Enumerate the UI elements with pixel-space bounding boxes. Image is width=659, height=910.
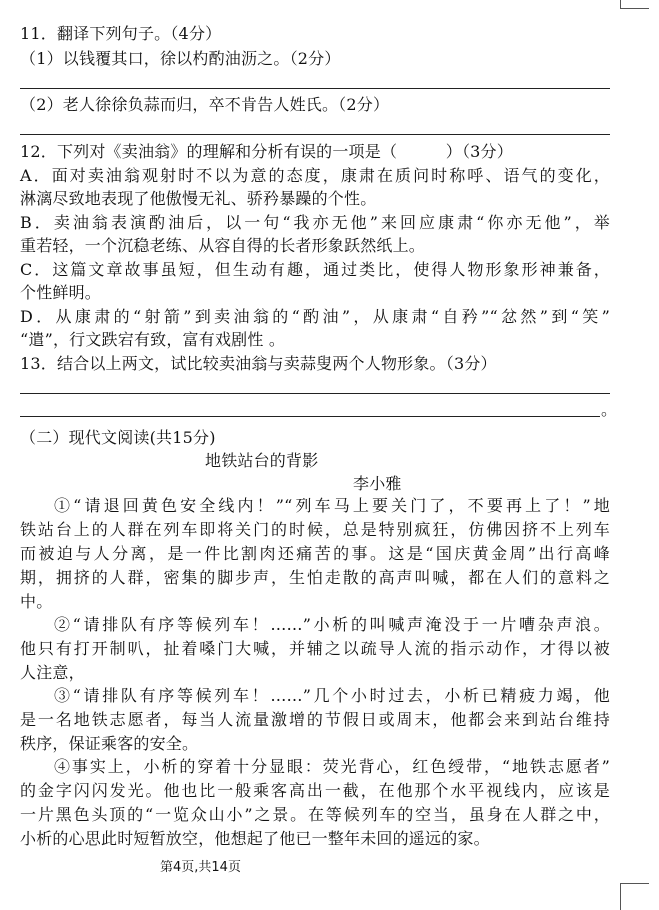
paragraph-4-line-4: 小析的心思此时短暂放空，他想起了他已一整年未回的遥远的家。	[20, 829, 490, 848]
page-number-footer: 第4页,共14页	[160, 860, 241, 875]
paragraph-2-line-1: ②“请排队有序等候列车！……”小析的叫喊声淹没于一片嘈杂声浪。	[54, 615, 610, 634]
paragraph-4-line-1: ④事实上，小析的穿着十分显眼：荧光背心，红色绶带，“地铁志愿者”	[54, 757, 610, 776]
article-author: 李小雅	[353, 474, 402, 493]
answer-line	[20, 88, 610, 89]
crop-mark-bottom-right	[620, 883, 649, 910]
q11-title: 11．翻译下列句子。（4分）	[20, 24, 222, 43]
paragraph-1-line-3: 而被迫与人分离，是一件比割肉还痛苦的事。这是“国庆黄金周”出行高峰	[20, 544, 610, 563]
section-heading: （二）现代文阅读(共15分)	[20, 428, 216, 447]
paragraph-4-line-2: 的金字闪闪发光。他也比一般乘客高出一截，在他那个水平视线内，应该是	[20, 781, 610, 800]
answer-line	[20, 393, 610, 394]
paragraph-2-line-2: 他只有打开制叭，扯着嗓门大喊，并辅之以疏导人流的指示动作，才得以被	[20, 639, 610, 658]
q12-option-d-line-1: D．从康肃的“射箭”到卖油翁的“酌油”，从康肃“自矜”“忿然”到“笑”	[20, 307, 610, 326]
paragraph-1-line-4: 期，拥挤的人群，密集的脚步声，生怕走散的高声叫喊，都在人们的意料之	[20, 568, 610, 587]
q12-option-a-line-1: A．面对卖油翁观射时不以为意的态度，康肃在质问时称呼、语气的变化，	[20, 166, 610, 185]
q12-option-b-line-1: B．卖油翁表演酌油后，以一句“我亦无他”来回应康肃“你亦无他”，举	[20, 213, 610, 232]
q12-option-b-line-2: 重若轻，一个沉稳老练、从容自得的长者形象跃然纸上。	[20, 236, 426, 255]
q13-end-mark: 。	[601, 400, 618, 419]
paragraph-1-line-5: 中。	[20, 592, 53, 611]
q13-title: 13．结合以上两文，试比较卖油翁与卖蒜叟两个人物形象。（3分）	[20, 354, 497, 373]
paragraph-1-line-2: 铁站台上的人群在列车即将关门的时候，总是特别疯狂，仿佛因挤不上列车	[20, 520, 610, 539]
crop-mark-top-right	[620, 0, 649, 9]
paragraph-2-line-3: 人注意，	[20, 663, 85, 682]
paragraph-4-line-3: 一片黑色头顶的“一览众山小”之景。在等候列车的空当，虽身在人群之中，	[20, 805, 610, 824]
paragraph-3-line-3: 秩序，保证乘客的安全。	[20, 734, 199, 753]
q12-option-c-line-1: C．这篇文章故事虽短，但生动有趣，通过类比，使得人物形象形神兼备，	[20, 260, 610, 279]
q12-title: 12．下列对《卖油翁》的理解和分析有误的一项是（ ）（3分）	[20, 142, 513, 161]
q11-sentence-1: （1）以钱覆其口，徐以杓酌油沥之。（2分）	[20, 49, 341, 68]
answer-line	[20, 134, 610, 135]
article-title: 地铁站台的背影	[205, 451, 319, 470]
paragraph-3-line-1: ③“请排队有序等候列车！……”几个小时过去，小析已精疲力竭，他	[54, 686, 610, 705]
q12-option-c-line-2: 个性鲜明。	[20, 283, 102, 302]
q12-option-a-line-2: 淋漓尽致地表现了他傲慢无礼、骄矜暴躁的个性。	[20, 189, 377, 208]
q11-sentence-2: （2）老人徐徐负蒜而归，卒不肯告人姓氏。（2分）	[20, 95, 390, 114]
paragraph-3-line-2: 是一名地铁志愿者，每当人流量激增的节假日或周末，他都会来到站台维持	[20, 710, 610, 729]
answer-line	[20, 416, 600, 417]
q12-option-d-line-2: “遣”，行文跌宕有致，富有戏剧性 。	[20, 330, 286, 349]
paragraph-1-line-1: ①“请退回黄色安全线内！”“列车马上要关门了，不要再上了！”地	[54, 496, 610, 515]
